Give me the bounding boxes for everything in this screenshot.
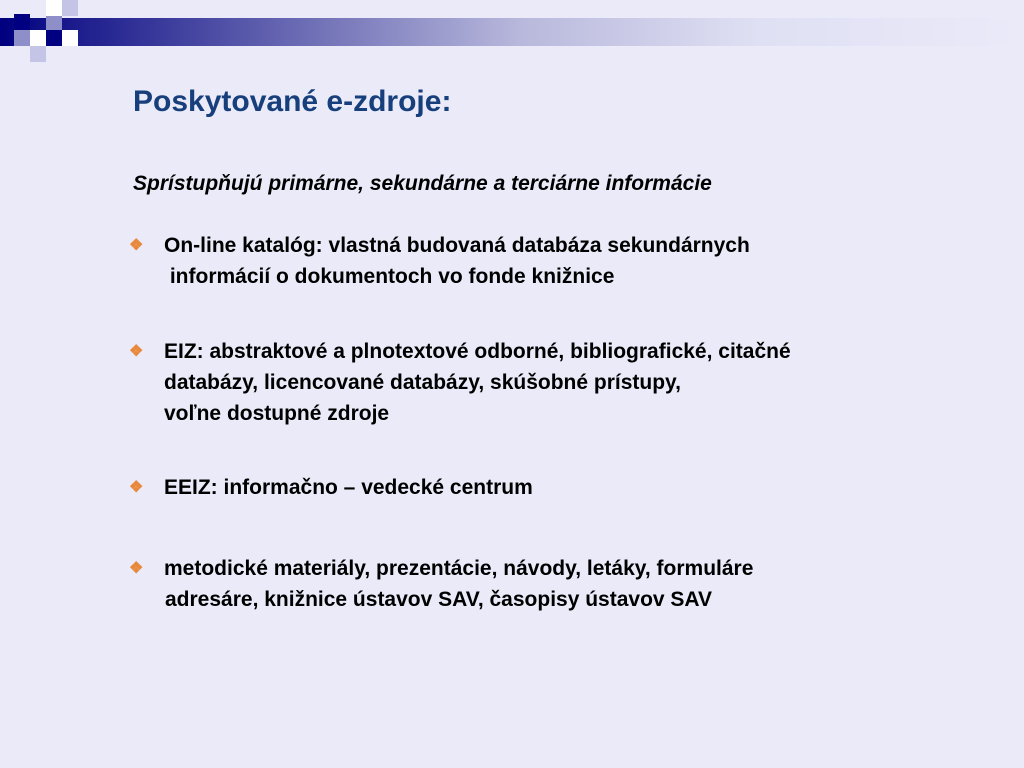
decor-square [30, 46, 46, 62]
bullet-line: EEIZ: informačno – vedecké centrum [164, 476, 533, 499]
decor-square [46, 30, 62, 46]
slide-subtitle: Sprístupňujú primárne, sekundárne a terciárne informácie [133, 172, 712, 195]
diamond-cluster-icon: ❖ [129, 479, 144, 496]
bullet-line: informácií o dokumentoch vo fonde knižnice [164, 265, 615, 288]
decor-square [62, 30, 78, 46]
bullet-line: On-line katalóg: vlastná budovaná databáza sekundárnych [164, 234, 750, 257]
slide-title: Poskytované e-zdroje: [133, 85, 452, 118]
bullet-line: databázy, licencované databázy, skúšobné prístupy, [164, 371, 681, 394]
bullet-line: EIZ: abstraktové a plnotextové odborné, bibliografické, citačné [164, 340, 791, 363]
decor-square [30, 30, 46, 46]
bullet-line: voľne dostupné zdroje [164, 402, 390, 425]
diamond-cluster-icon: ❖ [129, 343, 144, 360]
diamond-cluster-icon: ❖ [129, 237, 144, 254]
decor-square [14, 14, 30, 30]
decor-square [62, 0, 78, 16]
diamond-cluster-icon: ❖ [129, 560, 144, 577]
decor-square [46, 0, 62, 16]
decor-square [14, 30, 30, 46]
bullet-line: metodické materiály, prezentácie, návody, letáky, formuláre [164, 557, 754, 580]
header-gradient-band [0, 18, 1024, 46]
bullet-line: adresáre, knižnice ústavov SAV, časopisy ústavov SAV [165, 588, 713, 611]
